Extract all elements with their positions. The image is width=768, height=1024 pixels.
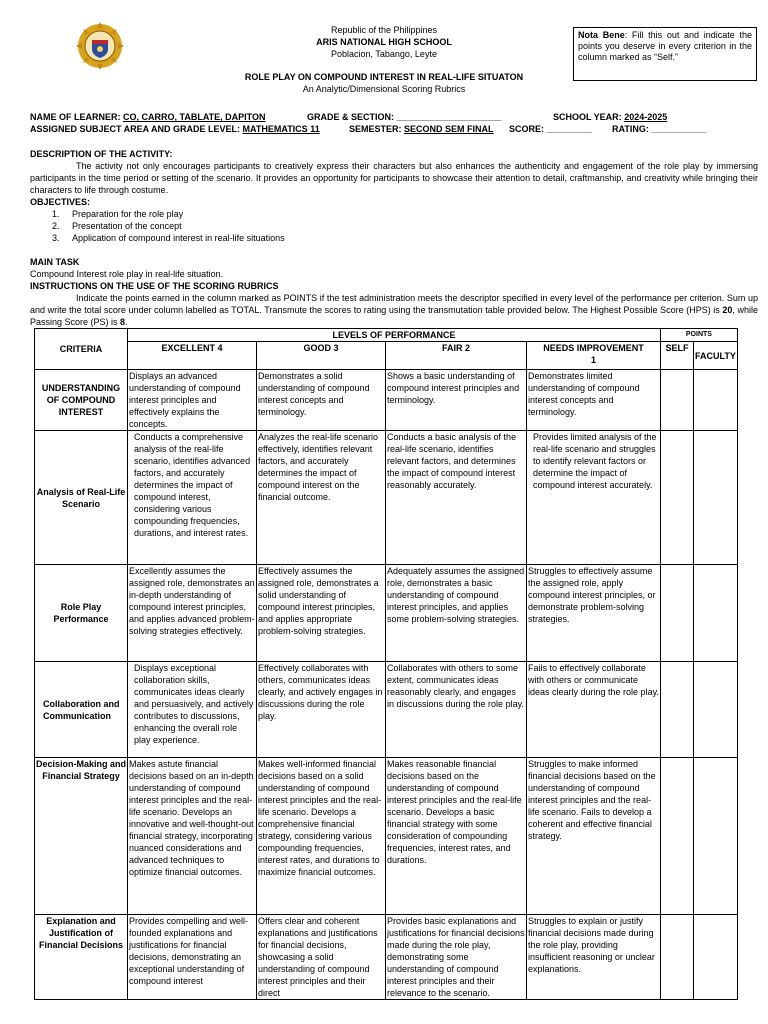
subject-value: MATHEMATICS 11 <box>242 124 320 134</box>
objectives-heading: OBJECTIVES: <box>30 197 91 207</box>
excellent-cell: Conducts a comprehensive analysis of the real-life scenario, identifies advanced factors, and accurately determines the impact of compound interest, considering various compounding frequencies, durations, and interest rates. <box>128 431 257 565</box>
points-header: POINTS <box>661 329 738 342</box>
needs-cell: Fails to effectively collaborate with others or communicate ideas clearly during the role play. <box>527 662 661 758</box>
school-year-label: SCHOOL YEAR: <box>553 112 625 122</box>
fair-cell: Adequately assumes the assigned role, demonstrates a basic understanding of compound interest principles, and applies some problem-solving strategies. <box>386 565 527 662</box>
good-cell: Offers clear and coherent explanations and justifications for financial decisions, showcasing a solid understanding of compound interest principles and their direct <box>257 915 386 1000</box>
subject-label: ASSIGNED SUBJECT AREA AND GRADE LEVEL: <box>30 124 243 134</box>
main-task-text: Compound Interest role play in real-life situation. <box>30 269 224 279</box>
school-year-value: 2024-2025 <box>624 112 668 122</box>
objective-text: Application of compound interest in real-life situations <box>72 233 285 243</box>
learner-name-label: NAME OF LEARNER: <box>30 112 123 122</box>
semester-line <box>349 123 494 135</box>
semester-value: SECOND SEM FINAL <box>404 124 494 134</box>
main-task-heading: MAIN TASK <box>30 257 80 267</box>
levels-header: LEVELS OF PERFORMANCE <box>128 329 661 342</box>
fair-cell: Makes reasonable financial decisions based on the understanding of compound interest principles and the real-life scenario. Develops a basic financial strategy with some consideration of compounding frequencies, interest rates, and durations. <box>386 758 527 915</box>
school-address: Poblacion, Tabango, Leyte <box>331 49 437 59</box>
needs-cell: Demonstrates limited understanding of compound interest concepts and terminology. <box>527 370 661 431</box>
needs-improvement-header <box>527 342 661 370</box>
excellent-cell: Displays exceptional collaboration skills, communicates ideas clearly and persuasively, and actively contributes to discussions, enhancing the overall role play experience. <box>128 662 257 758</box>
good-cell: Effectively collaborates with others, communicates ideas clearly, and actively engages in discussions during the role play. <box>257 662 386 758</box>
good-cell: Effectively assumes the assigned role, demonstrates a solid understanding of compound interest principles, and applies appropriate problem-solving strategies. <box>257 565 386 662</box>
table-row <box>35 431 738 565</box>
criterion-cell: Role Play Performance <box>35 565 128 662</box>
instructions-text-b: , while Passing Score (PS) is <box>30 305 758 327</box>
learner-name-value: CO, CARRO, TABLATE, DAPITON <box>123 112 266 122</box>
criterion-cell: Collaboration and Communication <box>35 662 128 758</box>
fair-header: FAIR 2 <box>386 342 527 370</box>
nota-bene-label: Nota Bene <box>578 30 625 40</box>
faculty-score-cell[interactable] <box>694 662 738 758</box>
description-heading: DESCRIPTION OF THE ACTIVITY: <box>30 149 173 159</box>
grade-section-line <box>307 111 502 123</box>
self-score-cell[interactable] <box>661 758 694 915</box>
rating-line <box>612 123 706 135</box>
self-score-cell[interactable] <box>661 565 694 662</box>
table-row <box>35 758 738 915</box>
criterion-cell: UNDERSTANDING OF COMPOUND INTEREST <box>35 370 128 431</box>
nota-bene-box <box>573 27 757 81</box>
table-row <box>35 915 738 1000</box>
objective-item: 2. Presentation of the concept <box>52 221 182 231</box>
excellent-cell: Makes astute financial decisions based on an in-depth understanding of compound interest principles and the real-life scenario. Develops an innovative and well-thought-out financial strategy, incorporating nuanced considerations and advanced techniques to optimize financial outcomes. <box>128 758 257 915</box>
ps-value: 8 <box>120 317 126 327</box>
faculty-score-cell[interactable] <box>694 370 738 431</box>
excellent-cell: Displays an advanced understanding of compound interest principles and effectively explains the concepts. <box>128 370 257 431</box>
subject-line <box>30 123 320 135</box>
document-title: ROLE PLAY ON COMPOUND INTEREST IN REAL-LIFE SITUATON <box>244 72 524 82</box>
republic-line: Republic of the Philippines <box>330 25 438 35</box>
faculty-score-cell[interactable] <box>694 431 738 565</box>
nota-bene-text: : Fill this out and indicate the points you deserve in every criterion in the column marked as “Self.” <box>578 30 752 62</box>
needs-cell: Struggles to make informed financial decisions based on the understanding of compound interest principles and the real-life scenario. Fails to develop a coherent and effective financial strategy. <box>527 758 661 915</box>
self-score-cell[interactable] <box>661 915 694 1000</box>
needs-improvement-score: 1 <box>590 355 596 366</box>
table-row <box>35 565 738 662</box>
instructions-text-a: Indicate the points earned in the column marked as POINTS if the test administration meets the descriptor specified in every level of the performance per criterion. Sum up and write the total score under column labelled as TOTAL. Transmute the scores to rating using the transmutation table provided below. The Highest Possible Score (HPS) is <box>30 293 758 315</box>
fair-cell: Shows a basic understanding of compound interest principles and terminology. <box>386 370 527 431</box>
criteria-header: CRITERIA <box>35 329 128 370</box>
score-label: SCORE: <box>509 124 547 134</box>
instructions-text <box>30 292 758 328</box>
fair-cell: Provides basic explanations and justifications for financial decisions made during the role play, demonstrating some understanding of compound interest principles and their relevance to the scenario. <box>387 916 525 998</box>
excellent-cell: Provides compelling and well-founded explanations and justifications for financial decisions, demonstrating an exceptional understanding of compound interest <box>128 915 257 1000</box>
objective-text: Presentation of the concept <box>72 221 182 231</box>
semester-label: SEMESTER: <box>349 124 405 134</box>
score-line <box>509 123 592 135</box>
criterion-cell: Explanation and Justification of Financial Decisions <box>35 915 128 1000</box>
self-score-cell[interactable] <box>661 662 694 758</box>
criterion-cell: Decision-Making and Financial Strategy <box>35 758 128 915</box>
good-cell: Makes well-informed financial decisions based on a solid understanding of compound interest principles and the real-life scenario. Develops a comprehensive financial strategy, considering various compounding frequencies, interest rates, and durations to maximize financial outcomes. <box>257 758 386 915</box>
description-text: The activity not only encourages participants to creatively express their characters but also enhances the authenticity and engagement of the role play by immersing participants in the time period or setting of the scenario. It provides an opportunity for participants to showcase their attention to detail, craftmanship, and creativity while bringing their characters to life through costume. <box>30 161 758 195</box>
good-cell: Analyzes the real-life scenario effectively, identifies relevant factors, and accurately determines the impact of compound interest on the financial outcome. <box>257 431 386 565</box>
criterion-cell: Analysis of Real-Life Scenario <box>35 431 128 565</box>
objective-text: Preparation for the role play <box>72 209 184 219</box>
fair-cell: Collaborates with others to some extent, communicates ideas reasonably clearly, and engages in discussions during the role play. <box>386 662 527 758</box>
school-name: ARIS NATIONAL HIGH SCHOOL <box>316 37 452 47</box>
rubric-table <box>34 328 738 1000</box>
faculty-score-cell[interactable] <box>694 758 738 915</box>
self-score-cell[interactable] <box>661 370 694 431</box>
needs-cell: Struggles to effectively assume the assigned role, apply compound interest principles, or demonstrate problem-solving strategies. <box>527 565 661 662</box>
instructions-heading: INSTRUCTIONS ON THE USE OF THE SCORING RUBRICS <box>30 281 279 291</box>
needs-cell: Struggles to explain or justify financial decisions made during the role play, providing insufficient reasoning or unclear explanations. <box>527 915 661 1000</box>
learner-name-line <box>30 111 266 123</box>
self-score-cell[interactable] <box>661 431 694 565</box>
objective-item: 1. Preparation for the role play <box>52 209 184 219</box>
school-year-line <box>553 111 667 123</box>
hps-value: 20 <box>722 305 733 315</box>
excellent-header: EXCELLENT 4 <box>128 342 257 370</box>
instructions-text-c: . <box>125 317 128 327</box>
grade-section-value: _____________________ <box>396 112 502 122</box>
table-row <box>35 662 738 758</box>
self-header: SELF <box>661 342 694 370</box>
rating-label: RATING: <box>612 124 652 134</box>
excellent-cell: Excellently assumes the assigned role, demonstrates an in-depth understanding of compound interest principles, and applies advanced problem-solving strategies effectively. <box>128 565 257 662</box>
faculty-score-cell[interactable] <box>694 565 738 662</box>
document-subtitle: An Analytic/Dimensional Scoring Rubrics <box>302 84 466 94</box>
needs-improvement-label: NEEDS IMPROVEMENT <box>543 343 644 354</box>
good-header: GOOD 3 <box>257 342 386 370</box>
faculty-score-cell[interactable] <box>694 915 738 1000</box>
score-value: _________ <box>546 124 592 134</box>
needs-cell: Provides limited analysis of the real-life scenario and struggles to identify relevant factors or determine the impact of compound interest accurately. <box>527 431 661 565</box>
faculty-header: FACULTY <box>694 342 738 370</box>
objective-item: 3. Application of compound interest in real-life situations <box>52 233 285 243</box>
rating-value: ___________ <box>651 124 707 134</box>
good-cell: Demonstrates a solid understanding of compound interest concepts and terminology. <box>257 370 386 431</box>
fair-cell: Conducts a basic analysis of the real-life scenario, identifies relevant factors, and determines the impact of compound interest reasonably accurately. <box>386 431 527 565</box>
table-row <box>35 370 738 431</box>
grade-section-label: GRADE & SECTION: <box>307 112 397 122</box>
